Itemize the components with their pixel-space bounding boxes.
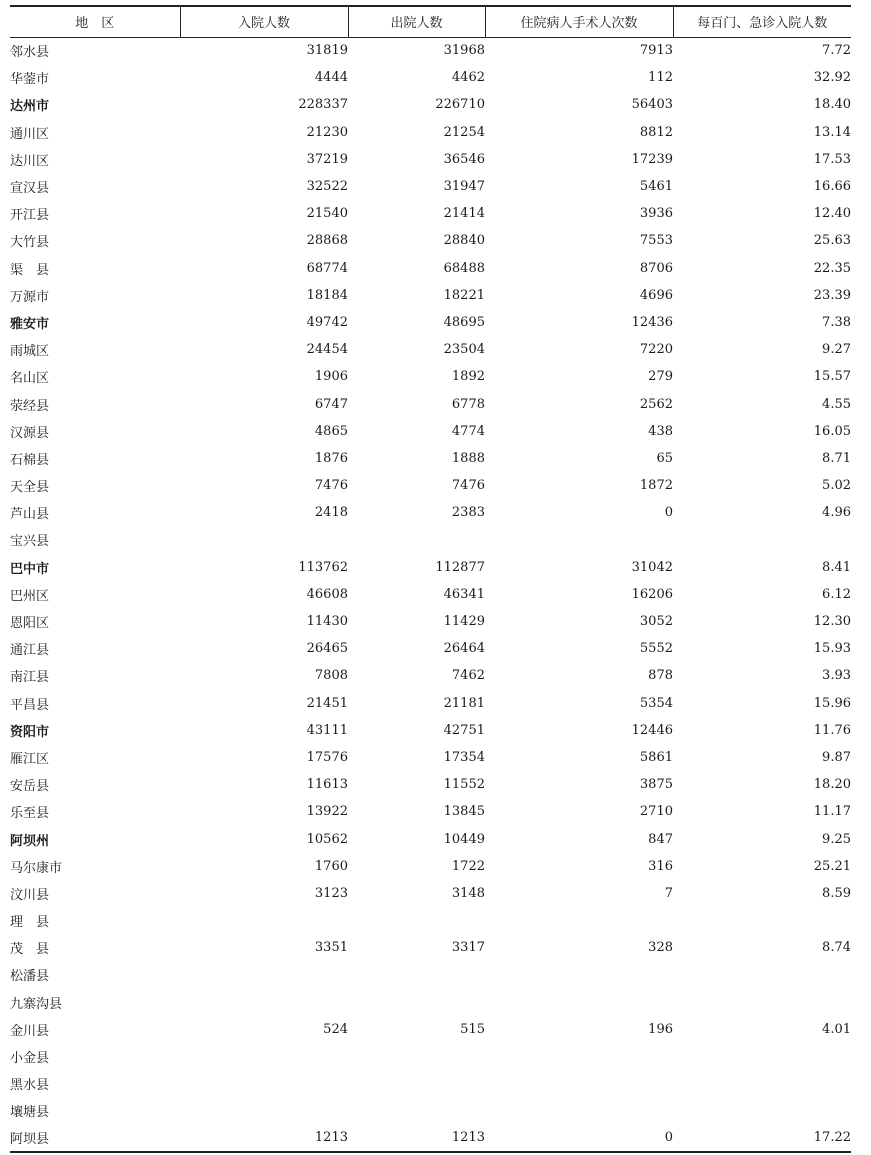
admissions-cell: 49742	[306, 314, 348, 330]
surgeries-cell: 5552	[639, 641, 673, 657]
region-cell: 阿坝州	[10, 833, 50, 849]
county-row	[10, 581, 851, 608]
admissions-cell: 31819	[306, 43, 348, 59]
county-row	[10, 227, 851, 254]
admissions-cell: 28868	[306, 233, 348, 249]
discharges-cell: 31947	[443, 179, 485, 195]
surgeries-cell: 65	[656, 450, 673, 466]
county-row	[10, 363, 851, 390]
region-cell: 达川区	[10, 153, 50, 169]
region-cell: 小金县	[10, 1051, 50, 1067]
admission-rate-cell: 12.40	[813, 206, 851, 222]
discharges-cell: 21254	[443, 124, 485, 140]
header-row	[10, 6, 851, 37]
admission-rate-cell	[673, 1070, 851, 1097]
discharges-cell: 31968	[443, 43, 485, 59]
city-row	[10, 91, 851, 118]
admissions-cell: 3123	[314, 885, 348, 901]
admissions-cell: 21540	[306, 206, 348, 222]
region-cell: 大竹县	[10, 235, 50, 251]
admissions-cell: 4444	[314, 70, 348, 86]
admission-rate-cell: 13.14	[813, 124, 851, 140]
region-cell: 荥经县	[10, 398, 50, 414]
region-cell: 万源市	[10, 289, 50, 305]
discharges-cell: 42751	[443, 722, 485, 738]
surgeries-cell: 7220	[639, 342, 673, 358]
discharges-cell: 21181	[443, 695, 485, 711]
admission-rate-cell: 11.17	[813, 804, 851, 820]
admissions-cell: 7476	[314, 478, 348, 494]
admission-rate-cell	[673, 1097, 851, 1124]
admission-rate-cell: 8.74	[822, 940, 851, 956]
admission-rate-cell: 6.12	[822, 586, 851, 602]
county-row	[10, 853, 851, 880]
discharges-cell: 48695	[443, 314, 485, 330]
county-row	[10, 445, 851, 472]
region-cell: 黑水县	[10, 1078, 50, 1094]
county-row	[10, 390, 851, 417]
county-row	[10, 526, 851, 553]
discharges-cell: 1213	[348, 1125, 485, 1152]
region-cell: 九寨沟县	[10, 996, 63, 1012]
county-row	[10, 146, 851, 173]
admission-rate-cell: 4.01	[822, 1021, 851, 1037]
region-cell: 资阳市	[10, 724, 50, 740]
surgeries-cell: 0	[485, 1125, 673, 1152]
surgeries-cell: 0	[664, 505, 673, 521]
discharges-cell: 7476	[451, 478, 485, 494]
surgeries-cell: 7553	[639, 233, 673, 249]
admissions-cell	[180, 1070, 348, 1097]
discharges-cell: 3148	[451, 885, 485, 901]
region-cell: 乐至县	[10, 806, 50, 822]
surgeries-cell: 12446	[631, 722, 673, 738]
discharges-cell: 7462	[451, 668, 485, 684]
col-header-discharges: 出院人数	[348, 6, 485, 37]
discharges-cell	[348, 526, 485, 553]
county-row	[10, 1016, 851, 1043]
admissions-cell	[180, 989, 348, 1016]
region-cell: 茂 县	[10, 942, 50, 958]
admission-rate-cell	[673, 989, 851, 1016]
discharges-cell: 11429	[443, 614, 485, 630]
county-row	[10, 64, 851, 91]
admission-rate-cell: 9.25	[822, 831, 851, 847]
admission-rate-cell: 22.35	[813, 260, 851, 276]
region-cell: 雁江区	[10, 751, 50, 767]
region-cell: 渠 县	[10, 262, 50, 278]
region-cell: 名山区	[10, 371, 50, 387]
admission-rate-cell: 25.63	[813, 233, 851, 249]
discharges-cell: 1888	[451, 450, 485, 466]
county-row	[10, 880, 851, 907]
county-row	[10, 499, 851, 526]
admission-rate-cell: 15.96	[813, 695, 851, 711]
surgeries-cell	[485, 989, 673, 1016]
region-cell: 恩阳区	[10, 616, 50, 632]
region-cell: 巴中市	[10, 561, 50, 577]
admissions-cell: 2418	[314, 505, 348, 521]
city-row	[10, 825, 851, 852]
admissions-cell	[180, 1097, 348, 1124]
county-row	[10, 907, 851, 934]
admission-rate-cell: 5.02	[822, 478, 851, 494]
surgeries-cell: 2562	[639, 396, 673, 412]
surgeries-cell: 5861	[639, 749, 673, 765]
discharges-cell: 18221	[443, 287, 485, 303]
surgeries-cell: 12436	[631, 314, 673, 330]
discharges-cell: 28840	[443, 233, 485, 249]
admissions-cell: 13922	[306, 804, 348, 820]
region-cell: 松潘县	[10, 969, 50, 985]
surgeries-cell: 8706	[639, 260, 673, 276]
admissions-cell: 6747	[314, 396, 348, 412]
county-row	[10, 37, 851, 64]
surgeries-cell: 3875	[639, 777, 673, 793]
surgeries-cell: 7913	[639, 43, 673, 59]
discharges-cell: 2383	[451, 505, 485, 521]
region-cell: 雨城区	[10, 344, 50, 360]
surgeries-cell: 112	[648, 70, 673, 86]
admissions-cell: 4865	[314, 423, 348, 439]
surgeries-cell: 847	[648, 831, 673, 847]
admission-rate-cell	[673, 961, 851, 988]
surgeries-cell: 3052	[639, 614, 673, 630]
surgeries-cell: 17239	[631, 151, 673, 167]
discharges-cell: 1892	[451, 369, 485, 385]
admission-rate-cell	[673, 1043, 851, 1070]
county-row	[10, 119, 851, 146]
surgeries-cell: 196	[648, 1021, 673, 1037]
col-header-surgeries: 住院病人手术人次数	[485, 6, 673, 37]
discharges-cell	[348, 1097, 485, 1124]
admissions-cell: 3351	[314, 940, 348, 956]
county-row	[10, 1070, 851, 1097]
admission-rate-cell: 17.53	[813, 151, 851, 167]
admission-rate-cell: 8.59	[822, 885, 851, 901]
admissions-cell	[180, 526, 348, 553]
hospital-statistics-table	[10, 5, 851, 1153]
region-cell: 雅安市	[10, 316, 50, 332]
discharges-cell: 21414	[443, 206, 485, 222]
county-row	[10, 1043, 851, 1070]
region-cell: 开江县	[10, 208, 50, 224]
county-row	[10, 771, 851, 798]
surgeries-cell: 5461	[639, 179, 673, 195]
admissions-cell: 11613	[306, 777, 348, 793]
discharges-cell	[348, 1070, 485, 1097]
surgeries-cell: 1872	[639, 478, 673, 494]
admission-rate-cell: 23.39	[813, 287, 851, 303]
col-header-region: 地 区	[10, 6, 180, 37]
county-row	[10, 472, 851, 499]
county-row	[10, 336, 851, 363]
county-row	[10, 608, 851, 635]
admission-rate-cell: 16.05	[813, 423, 851, 439]
surgeries-cell	[485, 961, 673, 988]
discharges-cell: 26464	[443, 641, 485, 657]
admissions-cell	[180, 907, 348, 934]
admission-rate-cell: 15.93	[813, 641, 851, 657]
region-cell: 宣汉县	[10, 181, 50, 197]
region-cell: 理 县	[10, 915, 50, 931]
admission-rate-cell: 16.66	[813, 179, 851, 195]
admissions-cell: 32522	[306, 179, 348, 195]
region-cell: 通江县	[10, 643, 50, 659]
surgeries-cell: 438	[648, 423, 673, 439]
admission-rate-cell: 9.87	[822, 749, 851, 765]
surgeries-cell: 2710	[639, 804, 673, 820]
surgeries-cell	[485, 1070, 673, 1097]
surgeries-cell: 56403	[631, 97, 673, 113]
admissions-cell: 26465	[306, 641, 348, 657]
surgeries-cell	[485, 1097, 673, 1124]
discharges-cell: 6778	[451, 396, 485, 412]
surgeries-cell	[485, 526, 673, 553]
region-cell: 汶川县	[10, 887, 50, 903]
surgeries-cell: 279	[648, 369, 673, 385]
county-row	[10, 635, 851, 662]
admissions-cell: 21230	[306, 124, 348, 140]
discharges-cell: 13845	[443, 804, 485, 820]
surgeries-cell: 8812	[639, 124, 673, 140]
region-cell: 阿坝县	[10, 1125, 180, 1152]
admissions-cell: 10562	[306, 831, 348, 847]
region-cell: 马尔康市	[10, 860, 63, 876]
admissions-cell: 68774	[306, 260, 348, 276]
surgeries-cell	[485, 907, 673, 934]
admission-rate-cell	[673, 526, 851, 553]
admissions-cell	[180, 961, 348, 988]
county-row	[10, 1097, 851, 1124]
admission-rate-cell: 4.55	[822, 396, 851, 412]
admission-rate-cell: 12.30	[813, 614, 851, 630]
discharges-cell: 11552	[443, 777, 485, 793]
surgeries-cell: 5354	[639, 695, 673, 711]
col-header-admission-rate: 每百门、急诊入院人数	[673, 6, 851, 37]
admission-rate-cell: 32.92	[813, 70, 851, 86]
surgeries-cell: 4696	[639, 287, 673, 303]
admissions-cell: 1213	[180, 1125, 348, 1152]
region-cell: 壤塘县	[10, 1105, 50, 1121]
surgeries-cell: 328	[648, 940, 673, 956]
region-cell: 汉源县	[10, 425, 50, 441]
discharges-cell: 46341	[443, 586, 485, 602]
county-row	[10, 282, 851, 309]
county-row	[10, 934, 851, 961]
county-row	[10, 989, 851, 1016]
admissions-cell: 46608	[306, 586, 348, 602]
county-row	[10, 255, 851, 282]
admission-rate-cell: 17.22	[673, 1125, 851, 1152]
discharges-cell: 36546	[443, 151, 485, 167]
table-body	[10, 37, 851, 1152]
admissions-cell: 18184	[306, 287, 348, 303]
discharges-cell: 10449	[443, 831, 485, 847]
region-cell: 平昌县	[10, 697, 50, 713]
admissions-cell: 43111	[306, 722, 348, 738]
admission-rate-cell: 18.40	[813, 97, 851, 113]
surgeries-cell	[485, 1043, 673, 1070]
discharges-cell: 17354	[443, 749, 485, 765]
region-cell: 巴州区	[10, 588, 50, 604]
city-row	[10, 554, 851, 581]
admission-rate-cell: 8.41	[822, 559, 851, 575]
city-row	[10, 309, 851, 336]
surgeries-cell: 16206	[631, 586, 673, 602]
region-cell: 南江县	[10, 670, 50, 686]
admission-rate-cell: 3.93	[822, 668, 851, 684]
admission-rate-cell: 7.38	[822, 314, 851, 330]
admissions-cell: 11430	[306, 614, 348, 630]
county-row	[10, 200, 851, 227]
admissions-cell: 228337	[298, 97, 348, 113]
region-cell: 宝兴县	[10, 534, 50, 550]
region-cell: 芦山县	[10, 507, 50, 523]
discharges-cell	[348, 907, 485, 934]
admissions-cell: 524	[323, 1021, 348, 1037]
admission-rate-cell: 15.57	[813, 369, 851, 385]
discharges-cell: 4462	[451, 70, 485, 86]
discharges-cell: 3317	[451, 940, 485, 956]
col-header-admissions: 入院人数	[180, 6, 348, 37]
admissions-cell: 7808	[314, 668, 348, 684]
county-row	[10, 662, 851, 689]
admission-rate-cell: 25.21	[813, 858, 851, 874]
admission-rate-cell: 7.72	[822, 43, 851, 59]
county-row	[10, 418, 851, 445]
admissions-cell: 1876	[314, 450, 348, 466]
admissions-cell: 17576	[306, 749, 348, 765]
county-row	[10, 173, 851, 200]
discharges-cell	[348, 961, 485, 988]
region-cell: 通川区	[10, 126, 50, 142]
discharges-cell: 226710	[435, 97, 485, 113]
surgeries-cell: 3936	[639, 206, 673, 222]
region-cell: 达州市	[10, 99, 50, 115]
discharges-cell: 515	[460, 1021, 485, 1037]
discharges-cell	[348, 989, 485, 1016]
admissions-cell: 1906	[314, 369, 348, 385]
city-row	[10, 717, 851, 744]
surgeries-cell: 31042	[631, 559, 673, 575]
county-row	[10, 798, 851, 825]
discharges-cell: 23504	[443, 342, 485, 358]
admission-rate-cell: 4.96	[822, 505, 851, 521]
discharges-cell: 1722	[451, 858, 485, 874]
admissions-cell: 1760	[314, 858, 348, 874]
discharges-cell: 4774	[451, 423, 485, 439]
region-cell: 石棉县	[10, 452, 50, 468]
region-cell: 安岳县	[10, 779, 50, 795]
surgeries-cell: 878	[648, 668, 673, 684]
county-row	[10, 1125, 851, 1152]
admission-rate-cell: 18.20	[813, 777, 851, 793]
county-row	[10, 744, 851, 771]
discharges-cell: 68488	[443, 260, 485, 276]
admission-rate-cell: 11.76	[813, 722, 851, 738]
surgeries-cell: 316	[648, 858, 673, 874]
region-cell: 天全县	[10, 480, 50, 496]
admission-rate-cell: 9.27	[822, 342, 851, 358]
admissions-cell	[180, 1043, 348, 1070]
region-cell: 华蓥市	[10, 72, 50, 88]
admissions-cell: 21451	[306, 695, 348, 711]
admission-rate-cell: 8.71	[822, 450, 851, 466]
surgeries-cell: 7	[664, 885, 673, 901]
county-row	[10, 961, 851, 988]
region-cell: 邻水县	[10, 45, 50, 61]
discharges-cell	[348, 1043, 485, 1070]
admission-rate-cell	[673, 907, 851, 934]
admissions-cell: 37219	[306, 151, 348, 167]
admissions-cell: 113762	[298, 559, 348, 575]
county-row	[10, 690, 851, 717]
discharges-cell: 112877	[435, 559, 485, 575]
admissions-cell: 24454	[306, 342, 348, 358]
region-cell: 金川县	[10, 1023, 50, 1039]
